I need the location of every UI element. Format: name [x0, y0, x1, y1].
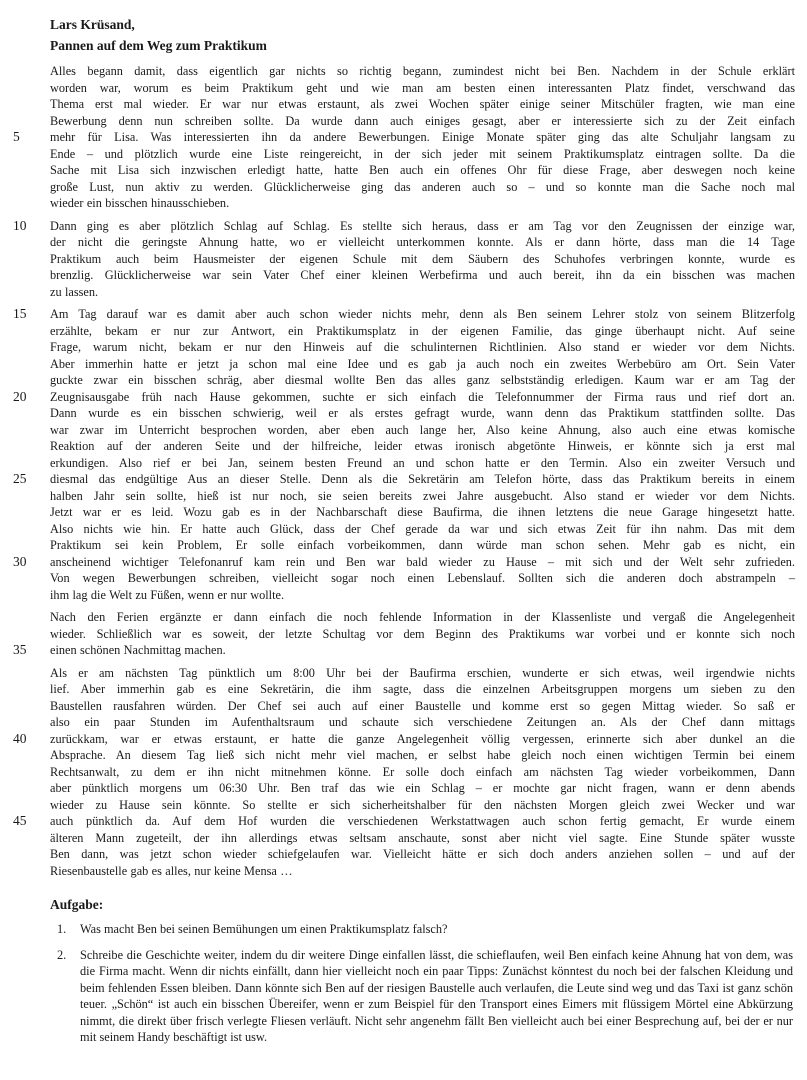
line-number — [6, 162, 50, 179]
line-number — [6, 698, 50, 715]
line-number — [6, 537, 50, 554]
text-line: auch pünktlich da. Auf dem Hof wurden die verschiedenen Werkstattwagen auch schon fertig gemacht, Er wurde einem — [50, 814, 795, 828]
line-number — [6, 422, 50, 439]
text-line-row — [6, 471, 795, 488]
line-number — [6, 80, 50, 97]
text-line: Sache mit Lisa sich inzwischen erledigt hatte, hatte Ben auch ein offenes Ohr für diese Frage, aber deswegen noch keine — [50, 163, 795, 177]
line-number — [6, 405, 50, 422]
line-number — [6, 438, 50, 455]
text-line-row — [6, 863, 795, 880]
text-line-row — [6, 96, 795, 113]
text-line: aber pünktlich morgens um 06:30 Uhr. Ben traf das wie ein Schlag – er mochte gar nicht fragen, wann er denn abends — [50, 781, 795, 795]
text-line-row — [6, 642, 795, 659]
text-line-row — [6, 306, 795, 323]
text-line: einen schönen Nachmittag machen. — [50, 643, 226, 657]
text-line-row — [6, 609, 795, 626]
line-number — [6, 356, 50, 373]
line-number — [6, 96, 50, 113]
line-number — [6, 626, 50, 643]
text-line: Ende – und plötzlich wurde eine Liste reingereicht, in der sich jeder mit seinem Praktikumsplatz eintragen sollte. Da die — [50, 146, 795, 161]
task-item — [50, 921, 795, 938]
author-line: Lars Krüsand, — [50, 17, 135, 32]
text-line-row — [6, 356, 795, 373]
text-line-row — [6, 63, 795, 80]
text-line: lief. Aber immerhin gab es eine Sekretärin, die ihm sagte, dass die einzelnen Arbeitsgruppen morgens um sieben zu den — [50, 682, 795, 696]
line-number — [6, 714, 50, 731]
line-number: 40 — [13, 730, 27, 746]
text-line-row — [6, 372, 795, 389]
text-line-row — [6, 218, 795, 235]
text-line-row — [6, 251, 795, 268]
text-line: ihm lag die Welt zu Füßen, wenn er nur wollte. — [50, 587, 285, 602]
task-text: Was macht Ben bei seinen Bemühungen um einen Praktikumsplatz falsch? — [80, 922, 448, 936]
text-line: also ein paar Stunden im Aufenthaltsraum und schaute sich verschiedene Zeitungen an. Als der Chef dann mittags — [50, 715, 795, 729]
text-line: guckte zwar ein bisschen schräg, aber diesmal wollte Ben das alles ganz selbstständig erledigen. Kaum war er am Tag der — [50, 373, 795, 387]
text-line: Als er am nächsten Tag pünktlich um 8:00 Uhr bei der Baufirma erschien, wunderte er sich etwas, weil irgendwie nichts — [50, 665, 795, 680]
text-line: zurückkam, war er etwas erstaunt, er hatte die ganze Angelegenheit völlig vergessen, erinnerte sich aber dunkel an die — [50, 731, 795, 746]
line-number — [6, 146, 50, 163]
text-line: Baustellen rausfahren würden. Der Chef sei auch auf einer Baustelle und komme erst so gegen Mittag wieder. So saß er — [50, 698, 795, 713]
line-number — [6, 179, 50, 196]
line-number: 25 — [13, 471, 27, 486]
text-line: Am Tag darauf war es damit aber auch schon wieder nichts mehr, denn als Ben seinem Lehrer stolz von seinem Blitzerfolg — [50, 307, 795, 321]
line-number — [6, 63, 50, 80]
line-number: 30 — [13, 553, 27, 569]
line-number — [6, 747, 50, 764]
text-line-row — [6, 780, 795, 797]
text-line: Alles begann damit, dass eigentlich gar nichts so richtig begann, zumindest nicht bei Ben. Nachdem in der Schule erklärt — [50, 64, 795, 78]
text-line: Riesenbaustelle gab es alles, nur keine Mensa … — [50, 863, 293, 878]
text-line: diesmal das endgültige Aus an dieser Stelle. Denn als die Sekretärin am Telefon hörte, dass das Praktikum bereits in einem — [50, 472, 795, 486]
text-line-row — [6, 714, 795, 731]
line-number — [6, 323, 50, 340]
text-line-row — [6, 681, 795, 698]
line-number — [6, 764, 50, 781]
text-line: Also nichts wie hin. Er hatte auch Glück, dass der Chef gerade da war und sich etwas Zeit für ihn nahm. Das mit dem — [50, 521, 795, 536]
line-number — [6, 681, 50, 698]
text-line: Zeugnisausgabe früh nach Hause gekommen, suchte er sich einfach die Telefonnummer der Firma raus und rief dort an. — [50, 389, 795, 404]
text-line: Rechtsanwalt, zu dem er ihn nicht mitnehmen könne. Er solle doch einfach am nächsten Tag wieder vorbeikommen, Dann — [50, 764, 795, 779]
text-body — [6, 63, 795, 879]
task-number: 1. — [57, 922, 67, 936]
text-line-row — [6, 764, 795, 781]
line-number: 45 — [13, 813, 27, 828]
text-line-row — [6, 323, 795, 340]
line-number — [6, 234, 50, 251]
line-number: 15 — [13, 306, 27, 321]
text-line-row — [6, 797, 795, 814]
text-line: Dann ging es aber plötzlich Schlag auf Schlag. Es stellte sich heraus, dass er am Tag vor den Zeugnissen der einzige war, — [50, 218, 795, 233]
text-line-row — [6, 570, 795, 587]
page-title: Pannen auf dem Weg zum Praktikum — [50, 38, 267, 53]
line-number: 20 — [13, 388, 27, 404]
line-number — [6, 267, 50, 284]
text-line: wieder. Schließlich war es soweit, der letzte Schultag vor dem Beginn des Praktikums war vorbei und er konnte sich noch — [50, 626, 795, 641]
line-number — [6, 455, 50, 472]
text-line-row — [6, 554, 795, 571]
text-line: wieder ein bisschen hinausschieben. — [50, 196, 230, 210]
text-line: Von wegen Bewerbungen schreiben, vielleicht sogar noch einen Lebenslauf. Sollten sich die anderen doch abstrampeln – — [50, 571, 795, 585]
text-line: Praktikum sei kein Problem, Er solle einfach vorbeikommen, dann würde man schon sehen. Mehr gab es nicht, ein — [50, 538, 795, 552]
text-line: Reaktion auf der anderen Seite und der hilfreiche, leider etwas ironisch abgetönte Hinweis, er könnte sich ja erst mal — [50, 439, 795, 453]
text-line-row — [6, 195, 795, 212]
text-line-row — [6, 698, 795, 715]
text-line: der nicht die geringste Ahnung hatte, wo er vielleicht unterkommen konnte. Als er dann hörte, dass man die 14 Tage — [50, 235, 795, 249]
document-header — [50, 14, 795, 56]
line-number — [6, 587, 50, 604]
line-number — [6, 339, 50, 356]
text-line-row — [6, 234, 795, 251]
tasks-heading: Aufgabe: — [50, 897, 104, 912]
text-line-row — [6, 389, 795, 406]
text-line: Praktikum auch beim Hausmeister der eigenen Schule mit dem Säubern des Schuhofes verbringen konnte, wurde es — [50, 251, 795, 266]
line-number — [6, 251, 50, 268]
line-number — [6, 863, 50, 880]
text-line-row — [6, 80, 795, 97]
text-line: älteren Mann zugeteilt, der ihn allerdings etwas seltsam anschaute, sonst aber nicht viel sagte. Eine Stunde später wusste — [50, 830, 795, 845]
text-line: brenzlig. Glücklicherweise war sein Vater Chef einer kleinen Werbefirma und auch bereit, ihn da ein bisschen was machen — [50, 268, 795, 282]
text-line-row — [6, 731, 795, 748]
text-line: wieder zu Hause sein könnte. So stellte er sich sicherheitshalber für den nächsten Morgen gleich zwei Wecker und war — [50, 797, 795, 812]
line-number — [6, 665, 50, 682]
text-line-row — [6, 162, 795, 179]
text-line: große Lust, nun aktiv zu werden. Glücklicherweise ging das anderen auch so – und so konnte man die Sache noch mal — [50, 179, 795, 194]
text-line: halben Jahr sein sollte, hieß ist nur noch, sie seien bereits zwei Jahre ausgebucht. Also stand er wieder vor dem Nichts. — [50, 488, 795, 503]
line-number — [6, 521, 50, 538]
text-line-row — [6, 587, 795, 604]
tasks-section — [50, 896, 795, 1046]
text-line-row — [6, 846, 795, 863]
text-line: Jetzt war er es leid. Wozu gab es in der Nachbarschaft diese Baufirma, die ihnen letztens die neue Garage hingesetzt hatte. — [50, 505, 795, 519]
task-text: Schreibe die Geschichte weiter, indem du dir weitere Dinge einfallen lässt, die schieflaufen, weil Ben einfach keine Ahnung hat von dem, was die Firma macht. Wenn dir nichts einfällt, dann hier vielleicht noch ein paar Tipps: Zunächst könntest du noch bei der falschen Kleidung und beim fehlenden Essen bleiben. Dann könnte sich Ben auf der riesigen Baustelle auch verlaufen, die Leute sind weg und das Taxi ist ganz schön teuer. „Schön“ ist auch ein bisschen Übereifer, wenn er zum Beispiel für den Transport eines Eimers mit flüssigem Mörtel eine Abkürzung nimmt, die direkt über frisch verlegte Fliesen verläuft. Nicht sehr angenehm fällt Ben vielleicht auch bei einer Besprechung auf, bei der er nur mit seinem Handy beschäftigt ist usw. — [80, 947, 793, 1044]
text-line: anscheinend wichtiger Telefonanruf kam rein und Ben war bald wieder zu Hause – mit sich und der Welt sehr zufrieden. — [50, 554, 795, 569]
line-number — [6, 504, 50, 521]
line-number — [6, 797, 50, 814]
text-line-row — [6, 179, 795, 196]
text-line-row — [6, 537, 795, 554]
line-number — [6, 780, 50, 797]
text-line: Nach den Ferien ergänzte er dann einfach die noch fehlende Information in der Klassenliste und vergaß die Angelegenheit — [50, 610, 795, 624]
line-number — [6, 570, 50, 587]
text-line-row — [6, 422, 795, 439]
text-line-row — [6, 521, 795, 538]
line-number — [6, 372, 50, 389]
text-line: zu lassen. — [50, 284, 99, 299]
text-line: mehr für Lisa. Was interessierten ihn da andere Bewerbungen. Einige Monate später ging das alte Schuljahr langsam zu — [50, 130, 795, 144]
text-line: Ben dann, was jetzt schon wieder schiefgelaufen war. Vielleicht hätte er sich doch anders anziehen sollen – und auf der — [50, 847, 795, 861]
text-line-row — [6, 488, 795, 505]
line-number: 5 — [13, 129, 20, 144]
text-line-row — [6, 665, 795, 682]
text-line-row — [6, 504, 795, 521]
text-line-row — [6, 455, 795, 472]
text-line-row — [6, 284, 795, 301]
line-number — [6, 609, 50, 626]
line-number — [6, 846, 50, 863]
line-number — [6, 284, 50, 301]
text-line: Bewerbung denn nun schreiben sollte. Da wurde dann auch einiges gesagt, aber er interessierte sich zu der Zeit einfach — [50, 113, 795, 128]
task-item — [50, 947, 795, 1046]
text-line: Dann wurde es ein bisschen schwierig, weil er als erstes gefragt wurde, wann denn das Praktikum stattfinden sollte. Das — [50, 406, 795, 420]
text-line-row — [6, 626, 795, 643]
line-number: 10 — [13, 217, 27, 233]
line-number — [6, 195, 50, 212]
task-list — [50, 921, 795, 1046]
text-line: erkundigen. Also rief er bei Jan, seinem besten Freund an und schon hatte er den Termin. Also ein zweiter Versuch und — [50, 455, 795, 470]
task-number: 2. — [57, 947, 67, 962]
text-line-row — [6, 747, 795, 764]
text-line: Aber immerhin hatte er jetzt ja schon mal eine Idee und es gab ja auch noch ein zweites Werbebüro am Ort. Sein Vater — [50, 356, 795, 371]
text-line-row — [6, 339, 795, 356]
text-line: Frage, warum nicht, bekam er nur den Hinweis auf die schulinternen Richtlinien. Also stand er wieder vor dem Nichts. — [50, 340, 795, 354]
text-line: war zwar im Unterricht besprochen worden, aber eben auch lange her, Also keine Ahnung, also auch eine etwas komische — [50, 422, 795, 437]
text-line-row — [6, 146, 795, 163]
text-line: worden war, worum es beim Praktikum geht und wie man am besten einen interessanten Platz findet, verschwand das — [50, 80, 795, 95]
text-line: erzählte, bekam er nur zur Antwort, ein Praktikumsplatz in der eigenen Familie, das ginge überhaupt nicht. Auf seine — [50, 323, 795, 338]
text-line: Thema erst mal wieder. Er war nur etwas erstaunt, als zwei Wochen später einige seiner Mitschüler fragten, wie man eine — [50, 97, 795, 111]
line-number — [6, 830, 50, 847]
text-line-row — [6, 267, 795, 284]
text-line-row — [6, 438, 795, 455]
text-line: Absprache. An diesem Tag ließ sich nicht mehr viel machen, er selbst habe gleich noch einen wichtigen Termin bei einem — [50, 748, 795, 762]
text-line-row — [6, 129, 795, 146]
text-line-row — [6, 405, 795, 422]
text-line-row — [6, 830, 795, 847]
text-line-row — [6, 813, 795, 830]
line-number — [6, 488, 50, 505]
text-line-row — [6, 113, 795, 130]
line-number — [6, 113, 50, 130]
line-number: 35 — [13, 642, 27, 657]
